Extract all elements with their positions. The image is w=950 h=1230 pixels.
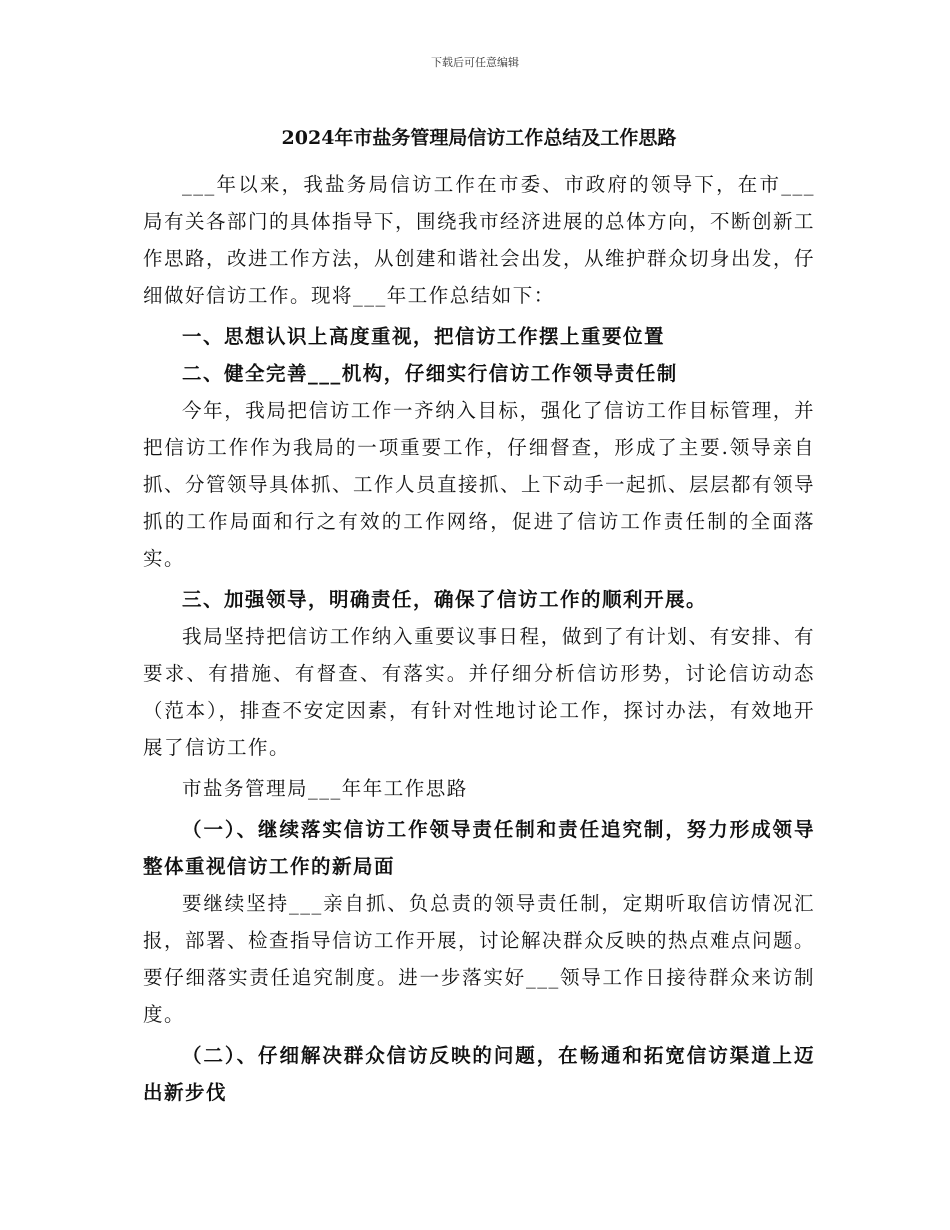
paragraph-section-3: 我局坚持把信访工作纳入重要议事日程，做到了有计划、有安排、有要求、有措施、有督查、有落实。并仔细分析信访形势，讨论信访动态（范本），排查不安定因素，有针对性地讨论工作，探讨办法，有效地开展了信访工作。 <box>143 625 815 759</box>
paragraph-plan-item-1: 要继续坚持___亲自抓、负总责的领导责任制，定期听取信访情况汇报，部署、检查指导信访工作开展，讨论解决群众反映的热点难点问题。要仔细落实责任追究制度。进一步落实好___领导工作日接待群众来访制度。 <box>143 892 816 1026</box>
paragraph-intro: ___年以来，我盐务局信访工作在市委、市政府的领导下，在市___局有关各部门的具体指导下，围绕我市经济进展的总体方向，不断创新工作思路，改进工作方法，从创建和谐社会出发，从维护群众切身出发，仔细做好信访工作。现将___年工作总结如下： <box>143 173 816 307</box>
header-note: 下载后可任意编辑 <box>431 56 519 69</box>
document-title: 2024年市盐务管理局信访工作总结及工作思路 <box>281 127 677 149</box>
plan-item-2-heading: （二）、仔细解决群众信访反映的问题，在畅通和拓宽信访渠道上迈出新步伐 <box>143 1044 815 1104</box>
section-heading-2: 二、健全完善___机构，仔细实行信访工作领导责任制 <box>182 362 678 385</box>
section-heading-1: 一、思想认识上高度重视，把信访工作摆上重要位置 <box>182 325 666 348</box>
work-plan-heading: 市盐务管理局___年年工作思路 <box>182 777 468 800</box>
section-heading-3: 三、加强领导，明确责任，确保了信访工作的顺利开展。 <box>182 588 708 611</box>
document-body <box>143 120 815 1111</box>
plan-item-1-heading: （一）、继续落实信访工作领导责任制和责任追究制，努力形成领导整体重视信访工作的新局面 <box>143 818 815 878</box>
paragraph-section-2: 今年，我局把信访工作一齐纳入目标，强化了信访工作目标管理，并把信访工作作为我局的一项重要工作，仔细督查，形成了主要.领导亲自抓、分管领导具体抓、工作人员直接抓、上下动手一起抓、层层都有领导抓的工作局面和行之有效的工作网络，促进了信访工作责任制的全面落实。 <box>143 399 816 570</box>
